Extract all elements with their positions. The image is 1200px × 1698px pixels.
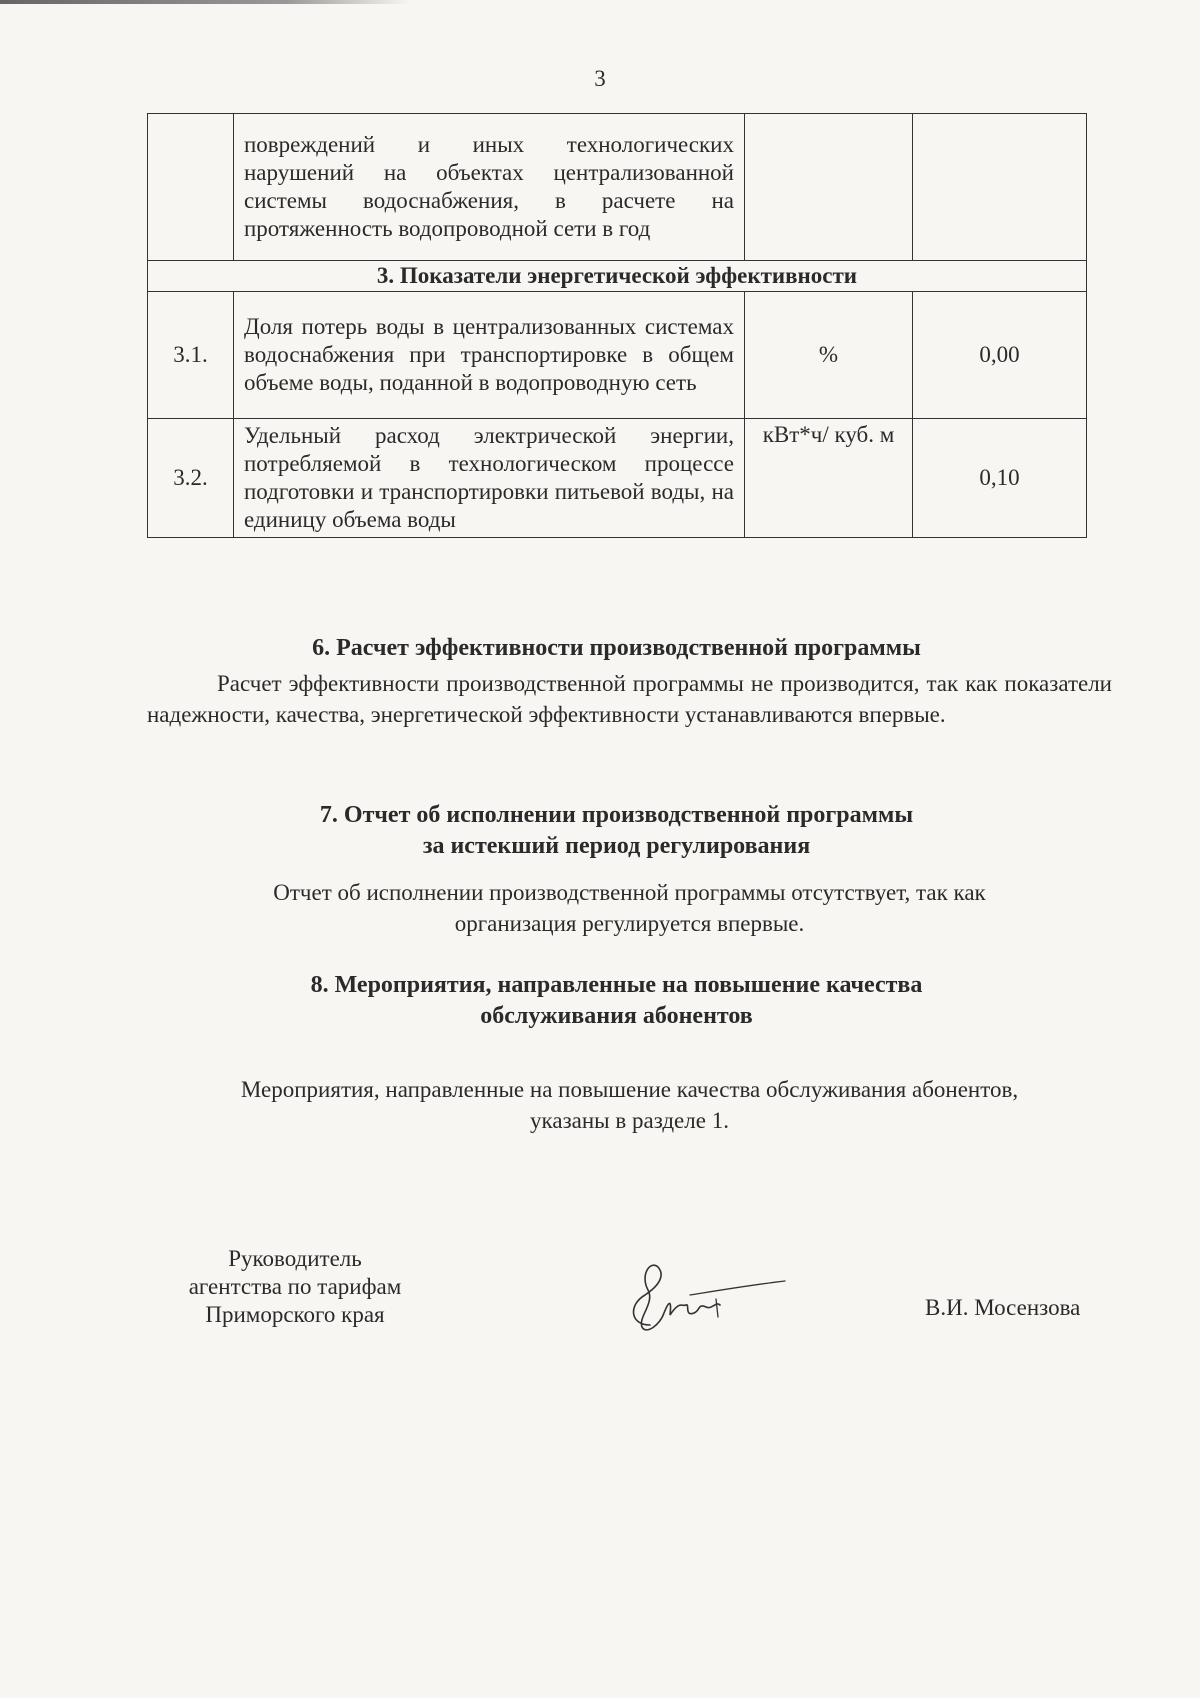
table-cell-num — [148, 114, 234, 261]
table-cell-value: 0,00 — [913, 292, 1087, 419]
table-cell-num: 3.1. — [148, 292, 234, 419]
table-cell-num: 3.2. — [148, 419, 234, 538]
section7-heading-line1: 7. Отчет об исполнении производственной программы — [319, 802, 914, 828]
table-cell-value: 0,10 — [913, 419, 1087, 538]
table-cell-unit: кВт*ч/ куб. м — [745, 419, 913, 538]
section7-text-line1: Отчет об исполнении производственной программы отсутствует, так как — [273, 880, 986, 905]
table-section-title: 3. Показатели энергетической эффективности — [148, 261, 1087, 292]
table-row — [148, 114, 1087, 261]
table-row — [148, 419, 1087, 538]
section7-text-line2: организация регулируется впервые. — [454, 911, 805, 936]
signatory-position-line3: Приморского края — [205, 1302, 385, 1327]
table-cell-description: Доля потерь воды в централизованных системах водоснабжения при транспортировке в общем объеме воды, поданной в водопроводную сеть — [234, 292, 745, 419]
signatory-position-line1: Руководитель — [228, 1246, 362, 1271]
table-cell-value — [913, 114, 1087, 261]
section8-heading-line1: 8. Мероприятия, направленные на повышение качества — [310, 972, 923, 998]
table-row — [148, 292, 1087, 419]
signatory-name: В.И. Мосензова — [925, 1295, 1081, 1320]
signatory-position-line2: агентства по тарифам — [188, 1274, 402, 1299]
section8-heading-line2: обслуживания абонентов — [480, 1003, 753, 1029]
signatory-position — [150, 1245, 440, 1329]
scan-edge — [0, 0, 410, 4]
page-number: 3 — [594, 66, 606, 91]
table-cell-description: повреждений и иных технологических нарушений на объектах централизованной системы водоснабжения, в расчете на протяженность водопроводной сети в год — [234, 114, 745, 261]
table-cell-unit — [745, 114, 913, 261]
section7-heading-line2: за истекший период регулирования — [422, 833, 811, 859]
section8-text-line2: указаны в разделе 1. — [530, 1108, 729, 1133]
table-cell-unit: % — [745, 292, 913, 419]
section8-text-line1: Мероприятия, направленные на повышение качества обслуживания абонентов, — [240, 1077, 1019, 1102]
section6-heading: 6. Расчет эффективности производственной программы — [312, 635, 921, 661]
section6-text: Расчет эффективности производственной программы не производится, так как показатели надежности, качества, энергетической эффективности устанавливаются впервые. — [147, 671, 1112, 727]
handwritten-signature — [620, 1255, 790, 1340]
table-cell-description: Удельный расход электрической энергии, потребляемой в технологическом процессе подготовки и транспортировки питьевой воды, на единицу объема воды — [234, 419, 745, 538]
table-section-row — [148, 261, 1087, 292]
indicators-table — [147, 113, 1087, 538]
